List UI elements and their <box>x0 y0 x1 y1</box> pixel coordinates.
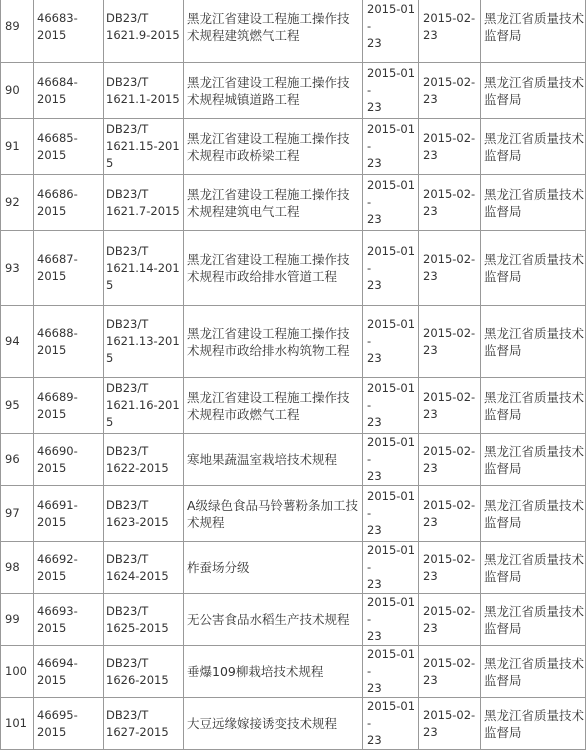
issuing-organization-cell: 黑龙江省质量技术监督局 <box>481 486 586 542</box>
implement-date-cell: 2015-02- 23 <box>419 306 481 378</box>
table-row <box>1 646 586 698</box>
row-number-cell: 94 <box>1 306 34 378</box>
standard-title-cell: 黑龙江省建设工程施工操作技术规程市政燃气工程 <box>184 378 363 434</box>
issuing-organization-cell: 黑龙江省质量技术监督局 <box>481 0 586 63</box>
implement-date-cell: 2015-02- 23 <box>419 63 481 119</box>
table-row <box>1 231 586 306</box>
standard-number-cell: DB23/T 1622-2015 <box>104 434 184 486</box>
table-row <box>1 486 586 542</box>
implement-date-cell: 2015-02- 23 <box>419 175 481 231</box>
issuing-organization-cell: 黑龙江省质量技术监督局 <box>481 306 586 378</box>
row-number-cell: 90 <box>1 63 34 119</box>
table-row <box>1 434 586 486</box>
implement-date-cell: 2015-02- 23 <box>419 486 481 542</box>
record-code-cell: 46695- 2015 <box>34 698 104 750</box>
publish-date-cell: 2015-01- 23 <box>363 646 419 698</box>
standard-title-cell: 柞蚕场分级 <box>184 542 363 594</box>
standard-title-cell: 寒地果蔬温室栽培技术规程 <box>184 434 363 486</box>
table-row <box>1 306 586 378</box>
standard-number-cell: DB23/T 1621.7-2015 <box>104 175 184 231</box>
publish-date-cell: 2015-01- 23 <box>363 542 419 594</box>
table-row <box>1 0 586 63</box>
row-number-cell: 91 <box>1 119 34 175</box>
standard-number-cell: DB23/T 1627-2015 <box>104 698 184 750</box>
standard-title-cell: 黑龙江省建设工程施工操作技术规程建筑电气工程 <box>184 175 363 231</box>
implement-date-cell: 2015-02- 23 <box>419 434 481 486</box>
implement-date-cell: 2015-02- 23 <box>419 0 481 63</box>
standard-title-cell: 垂爆109柳栽培技术规程 <box>184 646 363 698</box>
issuing-organization-cell: 黑龙江省质量技术监督局 <box>481 119 586 175</box>
standard-number-cell: DB23/T 1621.16-2015 <box>104 378 184 434</box>
implement-date-cell: 2015-02- 23 <box>419 542 481 594</box>
standard-title-cell: 黑龙江省建设工程施工操作技术规程建筑燃气工程 <box>184 0 363 63</box>
table-row <box>1 119 586 175</box>
standard-number-cell: DB23/T 1625-2015 <box>104 594 184 646</box>
record-code-cell: 46683- 2015 <box>34 0 104 63</box>
standard-title-cell: 无公害食品水稻生产技术规程 <box>184 594 363 646</box>
row-number-cell: 96 <box>1 434 34 486</box>
standard-number-cell: DB23/T 1626-2015 <box>104 646 184 698</box>
table-row <box>1 63 586 119</box>
implement-date-cell: 2015-02- 23 <box>419 119 481 175</box>
issuing-organization-cell: 黑龙江省质量技术监督局 <box>481 646 586 698</box>
publish-date-cell: 2015-01- 23 <box>363 175 419 231</box>
standard-number-cell: DB23/T 1623-2015 <box>104 486 184 542</box>
publish-date-cell: 2015-01- 23 <box>363 0 419 63</box>
publish-date-cell: 2015-01- 23 <box>363 486 419 542</box>
record-code-cell: 46687- 2015 <box>34 231 104 306</box>
row-number-cell: 95 <box>1 378 34 434</box>
row-number-cell: 99 <box>1 594 34 646</box>
implement-date-cell: 2015-02- 23 <box>419 594 481 646</box>
standard-number-cell: DB23/T 1621.15-2015 <box>104 119 184 175</box>
standard-number-cell: DB23/T 1621.9-2015 <box>104 0 184 63</box>
record-code-cell: 46688- 2015 <box>34 306 104 378</box>
implement-date-cell: 2015-02- 23 <box>419 378 481 434</box>
table-row <box>1 698 586 750</box>
record-code-cell: 46685- 2015 <box>34 119 104 175</box>
publish-date-cell: 2015-01- 23 <box>363 231 419 306</box>
row-number-cell: 92 <box>1 175 34 231</box>
table-row <box>1 594 586 646</box>
issuing-organization-cell: 黑龙江省质量技术监督局 <box>481 434 586 486</box>
record-code-cell: 46691- 2015 <box>34 486 104 542</box>
record-code-cell: 46692- 2015 <box>34 542 104 594</box>
publish-date-cell: 2015-01- 23 <box>363 306 419 378</box>
standard-title-cell: 黑龙江省建设工程施工操作技术规程市政桥梁工程 <box>184 119 363 175</box>
publish-date-cell: 2015-01- 23 <box>363 63 419 119</box>
standard-title-cell: 黑龙江省建设工程施工操作技术规程市政给排水管道工程 <box>184 231 363 306</box>
issuing-organization-cell: 黑龙江省质量技术监督局 <box>481 175 586 231</box>
standard-number-cell: DB23/T 1621.13-2015 <box>104 306 184 378</box>
issuing-organization-cell: 黑龙江省质量技术监督局 <box>481 378 586 434</box>
publish-date-cell: 2015-01- 23 <box>363 378 419 434</box>
issuing-organization-cell: 黑龙江省质量技术监督局 <box>481 698 586 750</box>
row-number-cell: 101 <box>1 698 34 750</box>
publish-date-cell: 2015-01- 23 <box>363 698 419 750</box>
record-code-cell: 46684- 2015 <box>34 63 104 119</box>
record-code-cell: 46689- 2015 <box>34 378 104 434</box>
standard-number-cell: DB23/T 1621.1-2015 <box>104 63 184 119</box>
row-number-cell: 100 <box>1 646 34 698</box>
standard-title-cell: 大豆远缘嫁接诱变技术规程 <box>184 698 363 750</box>
issuing-organization-cell: 黑龙江省质量技术监督局 <box>481 63 586 119</box>
standard-title-cell: 黑龙江省建设工程施工操作技术规程城镇道路工程 <box>184 63 363 119</box>
row-number-cell: 93 <box>1 231 34 306</box>
record-code-cell: 46693- 2015 <box>34 594 104 646</box>
record-code-cell: 46690- 2015 <box>34 434 104 486</box>
standard-title-cell: A级绿色食品马铃薯粉条加工技术规程 <box>184 486 363 542</box>
table-body <box>1 0 586 750</box>
standard-number-cell: DB23/T 1624-2015 <box>104 542 184 594</box>
issuing-organization-cell: 黑龙江省质量技术监督局 <box>481 594 586 646</box>
table-row <box>1 175 586 231</box>
publish-date-cell: 2015-01- 23 <box>363 119 419 175</box>
standard-title-cell: 黑龙江省建设工程施工操作技术规程市政给排水构筑物工程 <box>184 306 363 378</box>
implement-date-cell: 2015-02- 23 <box>419 698 481 750</box>
row-number-cell: 89 <box>1 0 34 63</box>
implement-date-cell: 2015-02- 23 <box>419 646 481 698</box>
publish-date-cell: 2015-01- 23 <box>363 594 419 646</box>
table-row <box>1 378 586 434</box>
table-row <box>1 542 586 594</box>
row-number-cell: 98 <box>1 542 34 594</box>
record-code-cell: 46686- 2015 <box>34 175 104 231</box>
row-number-cell: 97 <box>1 486 34 542</box>
record-code-cell: 46694- 2015 <box>34 646 104 698</box>
issuing-organization-cell: 黑龙江省质量技术监督局 <box>481 542 586 594</box>
standard-number-cell: DB23/T 1621.14-2015 <box>104 231 184 306</box>
publish-date-cell: 2015-01- 23 <box>363 434 419 486</box>
issuing-organization-cell: 黑龙江省质量技术监督局 <box>481 231 586 306</box>
implement-date-cell: 2015-02- 23 <box>419 231 481 306</box>
